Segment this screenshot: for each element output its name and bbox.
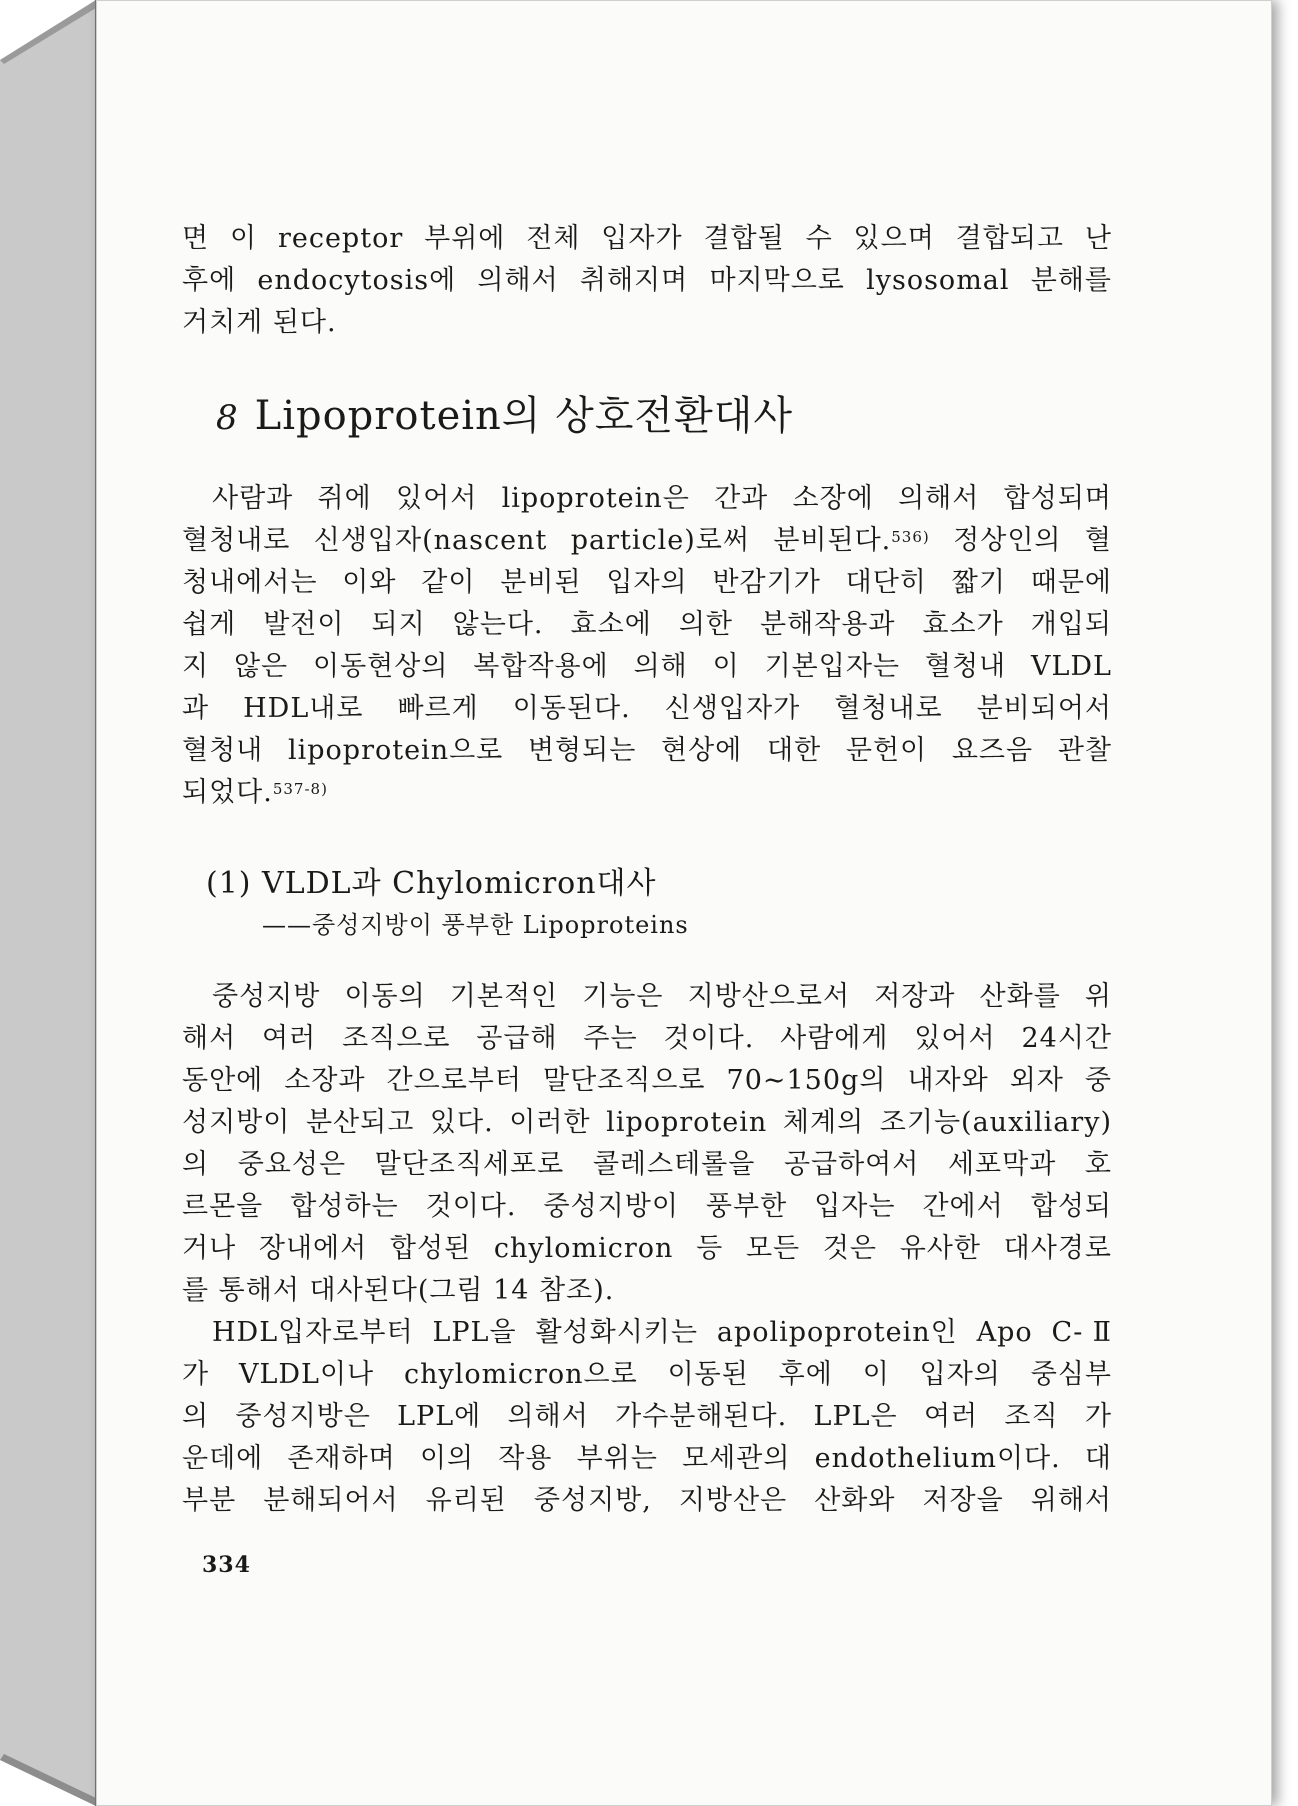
text-line: 의 중요성은 말단조직세포로 콜레스테롤을 공급하여서 세포막과 호 — [182, 1149, 1112, 1180]
text-line: 청내에서는 이와 같이 분비된 입자의 반감기가 대단히 짧기 때문에 — [182, 567, 1112, 598]
section-heading — [216, 384, 793, 441]
book-spine — [0, 0, 110, 1806]
text-line: 과 HDL내로 빠르게 이동된다. 신생입자가 혈청내로 분비되어서 — [182, 693, 1112, 724]
text-line: 해서 여러 조직으로 공급해 주는 것이다. 사람에게 있어서 24시간 — [182, 1023, 1112, 1054]
text-line: 르몬을 합성하는 것이다. 중성지방이 풍부한 입자는 간에서 합성되 — [182, 1191, 1112, 1222]
subsection-title: (1) VLDL과 Chylomicron대사 — [206, 866, 657, 901]
text-line: 지 않은 이동현상의 복합작용에 의해 이 기본입자는 혈청내 VLDL — [182, 651, 1112, 682]
text-line: 중성지방 이동의 기본적인 기능은 지방산으로서 저장과 산화를 위 — [212, 981, 1112, 1012]
text-line: 후에 endocytosis에 의해서 취해지며 마지막으로 lysosomal 분해를 — [182, 265, 1112, 296]
page-number: 334 — [202, 1552, 251, 1578]
text-line: 성지방이 분산되고 있다. 이러한 lipoprotein 체계의 조기능(auxiliary) — [182, 1107, 1112, 1138]
text-line: 운데에 존재하며 이의 작용 부위는 모세관의 endothelium이다. 대 — [182, 1443, 1112, 1474]
text-line: 가 VLDL이나 chylomicron으로 이동된 후에 이 입자의 중심부 — [182, 1359, 1112, 1390]
text-line: 부분 분해되어서 유리된 중성지방, 지방산은 산화와 저장을 위해서 — [182, 1485, 1112, 1516]
intro-paragraph — [182, 218, 1112, 344]
text-segment: 혈청내로 신생입자(nascent particle)로써 분비된다. — [182, 525, 892, 556]
paragraph-2 — [182, 976, 1112, 1312]
text-line — [182, 520, 1112, 562]
text-segment: 되었다. — [182, 777, 273, 808]
section-title: Lipoprotein의 상호전환대사 — [254, 393, 793, 439]
text-line: 거치게 된다. — [182, 307, 337, 338]
text-segment: 정상인의 혈 — [953, 525, 1112, 556]
text-line: HDL입자로부터 LPL을 활성화시키는 apolipoprotein인 Apo C-Ⅱ — [212, 1317, 1112, 1348]
text-line: 면 이 receptor 부위에 전체 입자가 결합될 수 있으며 결합되고 난 — [182, 223, 1112, 254]
text-line: 사람과 쥐에 있어서 lipoprotein은 간과 소장에 의해서 합성되며 — [212, 483, 1112, 514]
text-line: 동안에 소장과 간으로부터 말단조직으로 70∼150g의 내자와 외자 중 — [182, 1065, 1112, 1096]
reference-superscript: 537-8) — [272, 780, 328, 798]
subsection-subtitle: ——중성지방이 풍부한 Lipoproteins — [262, 911, 689, 939]
reference-superscript: 536) — [891, 528, 930, 546]
paragraph-3 — [182, 1312, 1112, 1522]
text-line: 혈청내 lipoprotein으로 변형되는 현상에 대한 문헌이 요즈음 관찰 — [182, 735, 1112, 766]
text-line — [182, 772, 1112, 814]
text-line: 를 통해서 대사된다(그림 14 참조). — [182, 1275, 615, 1306]
paragraph-1 — [182, 478, 1112, 814]
text-line: 의 중성지방은 LPL에 의해서 가수분해된다. LPL은 여러 조직 가 — [182, 1401, 1112, 1432]
text-line: 쉽게 발전이 되지 않는다. 효소에 의한 분해작용과 효소가 개입되 — [182, 609, 1112, 640]
section-number: 8 — [216, 398, 239, 438]
text-line: 거나 장내에서 합성된 chylomicron 등 모든 것은 유사한 대사경로 — [182, 1233, 1112, 1264]
